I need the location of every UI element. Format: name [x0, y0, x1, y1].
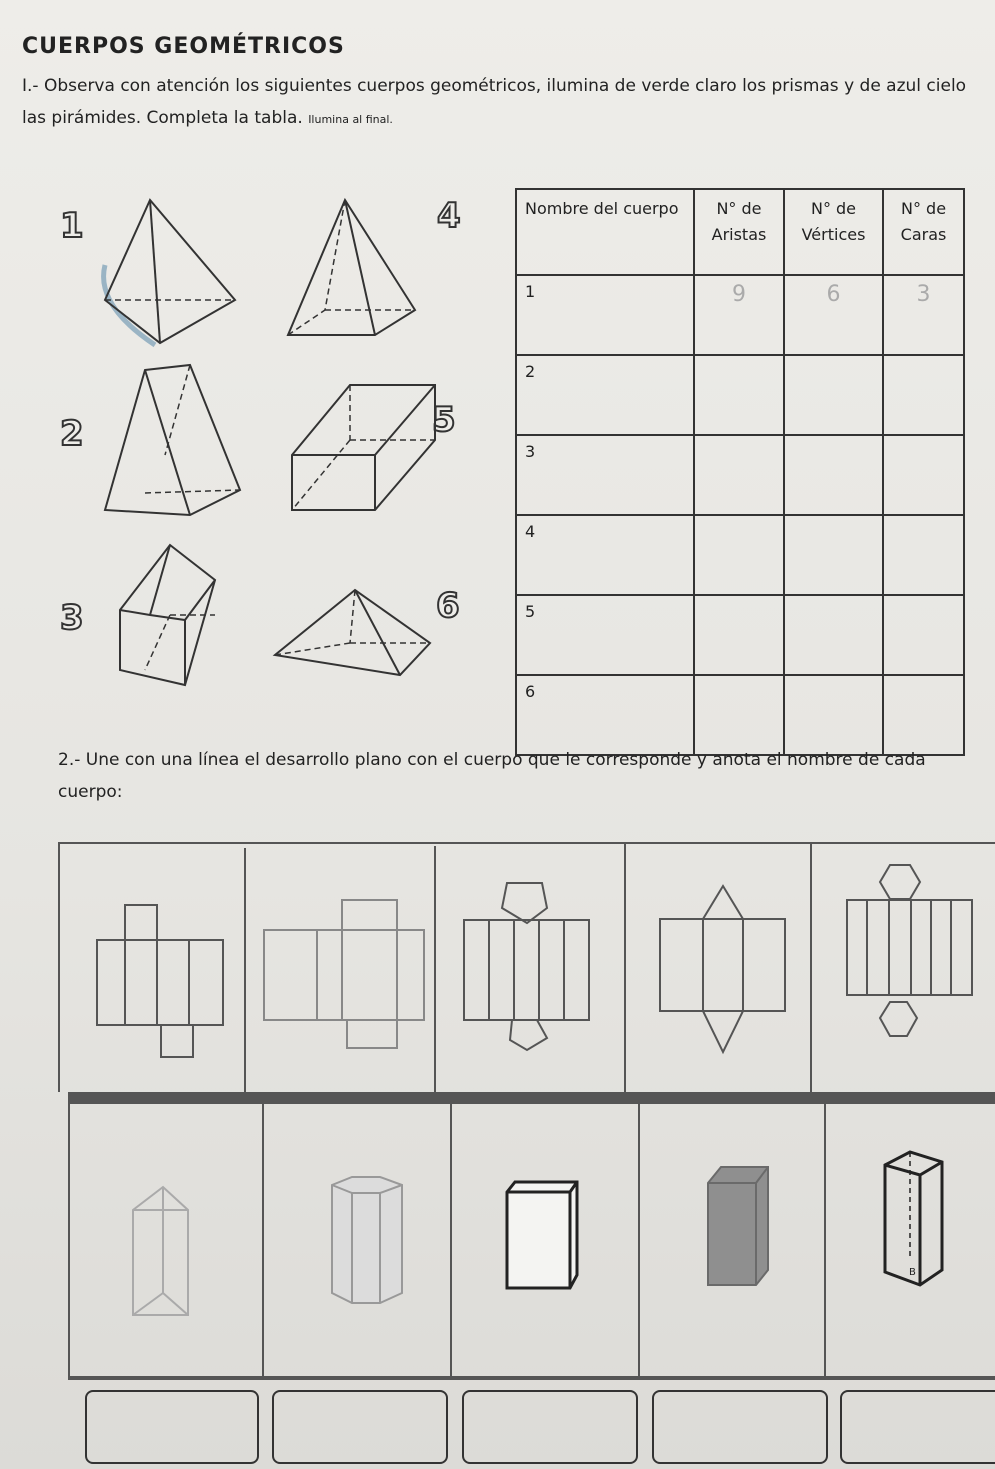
row-label-cell[interactable]: 3: [516, 435, 694, 515]
aristas-cell[interactable]: [694, 435, 784, 515]
row-label-cell[interactable]: 2: [516, 355, 694, 435]
grid-column-line: [244, 848, 246, 1092]
table-row: [516, 355, 964, 435]
pentagonal-prism-figure: [115, 540, 225, 690]
caras-cell[interactable]: [883, 435, 964, 515]
instruction-1: [22, 70, 982, 136]
table-row: [516, 275, 964, 355]
triangular-prism-solid: [128, 1185, 193, 1320]
square-pyramid-figure: [285, 195, 435, 340]
row-label-cell[interactable]: 6: [516, 675, 694, 755]
solid-label: B: [909, 1267, 916, 1278]
square-prism-solid: [706, 1165, 771, 1290]
triangular-pyramid-figure: [95, 195, 245, 355]
figure-number-3: 3: [60, 598, 84, 638]
row-label-cell[interactable]: 1: [516, 275, 694, 355]
cube-net: [95, 900, 225, 1060]
flat-pyramid-figure: [270, 585, 440, 680]
grid-column-line: [434, 846, 436, 1092]
bodies-table: [515, 188, 965, 756]
grid-column-line: [450, 1104, 452, 1378]
vertices-cell[interactable]: [784, 515, 883, 595]
grid-top-line: [58, 842, 995, 844]
triangular-prism-figure: [105, 365, 245, 520]
row-label-cell[interactable]: 5: [516, 595, 694, 675]
grid-column-line: [824, 1104, 826, 1378]
rectangular-prism-solid: [505, 1180, 580, 1290]
caras-cell[interactable]: [883, 675, 964, 755]
grid-column-line: [262, 1104, 264, 1378]
figure-number-2: 2: [60, 414, 84, 454]
aristas-cell[interactable]: [694, 595, 784, 675]
page-title: CUERPOS GEOMÉTRICOS: [22, 34, 345, 59]
header-cell: N° de Vértices: [784, 189, 883, 275]
table-row: [516, 515, 964, 595]
caras-cell[interactable]: 3: [883, 275, 964, 355]
header-cell: Nombre del cuerpo: [516, 189, 694, 275]
answer-box-2[interactable]: [272, 1390, 448, 1464]
table-row: [516, 435, 964, 515]
answer-box-4[interactable]: [652, 1390, 828, 1464]
grid-left-line: [58, 842, 60, 1092]
aristas-cell[interactable]: [694, 515, 784, 595]
aristas-cell[interactable]: [694, 675, 784, 755]
vertices-cell[interactable]: [784, 595, 883, 675]
instruction-2: 2.- Une con una línea el desarrollo plano con el cuerpo que le corresponde y anota el nombre de cada cuerpo:: [58, 750, 926, 802]
figure-number-5: 5: [432, 400, 456, 440]
triangular-prism-net: [658, 884, 788, 1056]
rectangular-prism-figure: [290, 380, 440, 515]
figure-number-1: 1: [60, 206, 84, 246]
aristas-cell[interactable]: [694, 355, 784, 435]
grid-column-line: [624, 844, 626, 1092]
header-cell: N° de Caras: [883, 189, 964, 275]
aristas-cell[interactable]: 9: [694, 275, 784, 355]
instruction-1-text: I.- Observa con atención los siguientes cuerpos geométricos, ilumina de verde claro los prismas y de azul cielo las pirámides. Completa la tabla.: [22, 76, 967, 128]
hexagonal-prism-net: [845, 862, 975, 1042]
grid-column-line: [638, 1104, 640, 1378]
vertices-cell[interactable]: 6: [784, 275, 883, 355]
grid-bottom-line: [68, 1376, 995, 1380]
hexagonal-prism-solid: [322, 1175, 407, 1305]
caras-cell[interactable]: [883, 515, 964, 595]
caras-cell[interactable]: [883, 355, 964, 435]
row-label-cell[interactable]: 4: [516, 515, 694, 595]
figure-number-6: 6: [436, 586, 460, 626]
answer-box-1[interactable]: [85, 1390, 259, 1464]
caras-cell[interactable]: [883, 595, 964, 675]
grid-left-line: [68, 1104, 70, 1378]
answer-box-5[interactable]: [840, 1390, 995, 1464]
grid-divider-band: [68, 1092, 995, 1104]
vertices-cell[interactable]: [784, 675, 883, 755]
pentagonal-prism-net: [462, 878, 592, 1050]
table-row: [516, 675, 964, 755]
answer-box-3[interactable]: [462, 1390, 638, 1464]
table-header-row: [516, 189, 964, 275]
header-cell: N° de Aristas: [694, 189, 784, 275]
grid-column-line: [810, 842, 812, 1092]
figure-number-4: 4: [437, 196, 461, 236]
rectangular-prism-net: [262, 898, 427, 1053]
vertices-cell[interactable]: [784, 435, 883, 515]
vertices-cell[interactable]: [784, 355, 883, 435]
table-row: [516, 595, 964, 675]
instruction-1-note: Ilumina al final.: [308, 113, 393, 126]
